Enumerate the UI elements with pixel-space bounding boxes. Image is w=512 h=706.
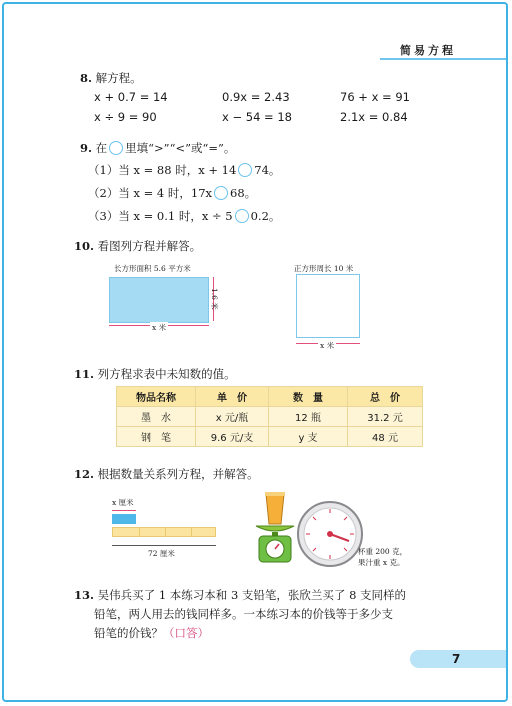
total-bar bbox=[112, 527, 216, 537]
q9-item-1-value: 74。 bbox=[254, 163, 281, 177]
table-cell: y 支 bbox=[269, 427, 348, 447]
q9-item-3 bbox=[88, 208, 280, 224]
q10-text: 看图列方程并解答。 bbox=[97, 239, 202, 253]
table-row bbox=[117, 427, 423, 447]
q8-eq-1: x + 0.7 = 14 bbox=[94, 90, 168, 104]
compare-circle-2[interactable] bbox=[214, 186, 228, 200]
q12-number: 12. bbox=[74, 467, 95, 481]
header-title: 简易方程 bbox=[400, 44, 456, 57]
table-cell: 31.2 元 bbox=[348, 407, 423, 427]
table-header: 数 量 bbox=[269, 387, 348, 407]
q9-item-2 bbox=[88, 185, 256, 201]
square-perimeter-label: 正方形周长 10 米 bbox=[294, 264, 354, 273]
q9-text-1: 在 bbox=[95, 141, 108, 155]
table-cell: 墨 水 bbox=[117, 407, 196, 427]
answer-circle-icon bbox=[109, 141, 123, 155]
segment-x-line bbox=[112, 510, 136, 511]
q11-number: 11. bbox=[74, 367, 95, 381]
scale-note-2: 果汁重 x 克。 bbox=[358, 558, 405, 567]
scale-note-1: 杯重 200 克， bbox=[358, 547, 408, 556]
q11-heading bbox=[74, 366, 236, 382]
q12-text: 根据数量关系列方程，并解答。 bbox=[97, 467, 259, 481]
q8-eq-5: x − 54 = 18 bbox=[222, 110, 292, 124]
page-number: 7 bbox=[452, 652, 461, 666]
q9-item-1 bbox=[88, 162, 280, 178]
q8-eq-4: x ÷ 9 = 90 bbox=[94, 110, 157, 124]
table-header-row bbox=[117, 387, 423, 407]
compare-circle-1[interactable] bbox=[238, 163, 252, 177]
q13-line-3-wrap bbox=[94, 624, 209, 643]
price-table bbox=[116, 386, 423, 447]
q9-item-2-value: 68。 bbox=[230, 186, 257, 200]
q10-number: 10. bbox=[74, 239, 95, 253]
q9-item-1-expr: （1）当 x = 88 时，x + 14 bbox=[88, 163, 237, 177]
q13-heading bbox=[74, 586, 406, 605]
q9-text-2: 里填“>”“<”或“=”。 bbox=[125, 141, 236, 155]
square-figure bbox=[296, 274, 360, 338]
rect-area-label: 长方形面积 5.6 平方米 bbox=[114, 264, 191, 273]
q13-line-1: 吴伟兵买了 1 本练习本和 3 支铅笔，张欣兰买了 8 支同样的 bbox=[97, 588, 407, 602]
q8-eq-6: 2.1x = 0.84 bbox=[340, 110, 408, 124]
table-cell: x 元/瓶 bbox=[196, 407, 269, 427]
rectangle-figure bbox=[109, 277, 209, 323]
rect-height-label: 1.6 米 bbox=[210, 288, 219, 310]
q9-item-3-value: 0.2。 bbox=[250, 209, 281, 223]
q13-number: 13. bbox=[74, 588, 95, 602]
compare-circle-3[interactable] bbox=[235, 209, 249, 223]
table-header: 单 价 bbox=[196, 387, 269, 407]
total-label: 72 厘米 bbox=[148, 549, 175, 558]
q9-heading bbox=[80, 140, 235, 156]
q10-heading bbox=[74, 238, 201, 254]
total-line bbox=[112, 545, 216, 546]
unit-segment bbox=[112, 514, 136, 524]
q8-eq-3: 76 + x = 91 bbox=[340, 90, 410, 104]
table-header: 总 价 bbox=[348, 387, 423, 407]
q9-number: 9. bbox=[80, 141, 93, 155]
rect-width-label: x 米 bbox=[152, 323, 167, 332]
q13-line-2: 铅笔，两人用去的钱同样多。一本练习本的价钱等于多少支 bbox=[94, 607, 393, 621]
header-rule bbox=[380, 58, 506, 60]
square-width-label: x 米 bbox=[320, 341, 335, 350]
q8-heading bbox=[80, 70, 142, 86]
q8-number: 8. bbox=[80, 71, 93, 85]
table-row bbox=[117, 407, 423, 427]
q8-text: 解方程。 bbox=[95, 71, 142, 85]
table-cell: 钢 笔 bbox=[117, 427, 196, 447]
segment-x-label: x 厘米 bbox=[112, 498, 134, 507]
q12-heading bbox=[74, 466, 259, 482]
oral-answer-tag: （口答） bbox=[163, 626, 209, 640]
q9-item-3-expr: （3）当 x = 0.1 时，x ÷ 5 bbox=[88, 209, 233, 223]
table-cell: 9.6 元/支 bbox=[196, 427, 269, 447]
q11-text: 列方程求表中未知数的值。 bbox=[97, 367, 236, 381]
table-cell: 12 瓶 bbox=[269, 407, 348, 427]
table-header: 物品名称 bbox=[117, 387, 196, 407]
q8-eq-2: 0.9x = 2.43 bbox=[222, 90, 290, 104]
q13-line-3: 铅笔的价钱？ bbox=[94, 626, 163, 640]
table-cell: 48 元 bbox=[348, 427, 423, 447]
q9-item-2-expr: （2）当 x = 4 时，17x bbox=[88, 186, 212, 200]
